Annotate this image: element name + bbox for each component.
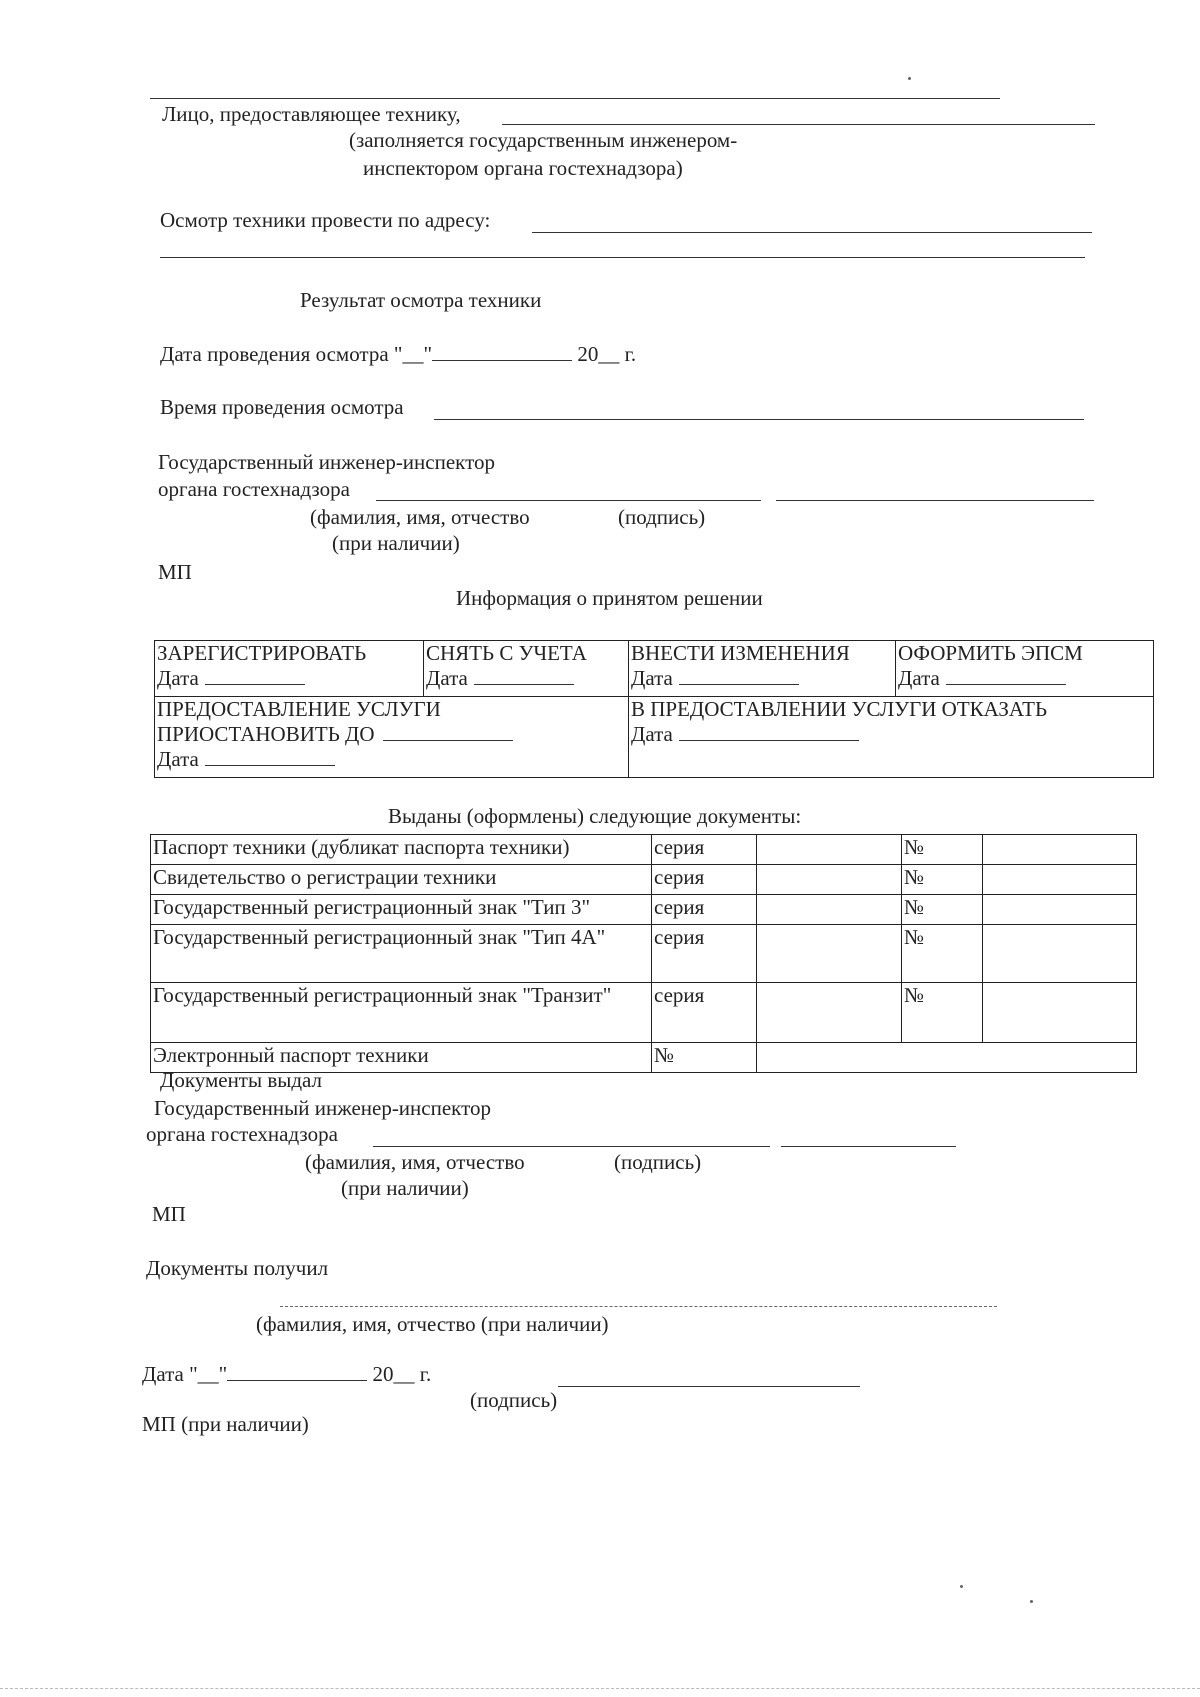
issued-docs-table	[150, 834, 1137, 1073]
person-note-1: (заполняется государственным инженером-	[349, 128, 738, 152]
decision-suspend-date-field[interactable]	[205, 747, 335, 766]
address-label: Осмотр техники провести по адресу:	[160, 208, 491, 232]
issued-by-signature-field[interactable]	[781, 1146, 956, 1147]
decision-epsm-label: ОФОРМИТЬ ЭПСМ	[898, 641, 1083, 665]
person-note-2: инспектором органа гостехнадзора)	[363, 156, 683, 180]
issued-by-stamp-mp: МП	[152, 1202, 186, 1226]
issued-doc-series-label: серия	[652, 835, 757, 865]
decision-suspend-until-field[interactable]	[383, 722, 513, 741]
received-by-fio-field[interactable]	[280, 1306, 997, 1307]
scan-edge	[0, 1688, 1200, 1689]
decision-epsm-date-label: Дата	[898, 666, 940, 690]
issued-by-fio-caption-2: (при наличии)	[341, 1176, 469, 1200]
decision-deregister-date-label: Дата	[426, 666, 468, 690]
issued-by-line-2: органа гостехнадзора	[146, 1122, 338, 1146]
issued-doc-series-field[interactable]	[757, 983, 902, 1043]
issued-doc-name: Свидетельство о регистрации техники	[151, 865, 652, 895]
decision-amend-date-field[interactable]	[679, 666, 799, 685]
issued-doc-series-label: серия	[652, 925, 757, 983]
issued-doc-series-field[interactable]	[757, 895, 902, 925]
issued-by-line-1: Государственный инженер-инспектор	[154, 1096, 491, 1120]
address-field-1[interactable]	[532, 232, 1092, 233]
decision-epsm[interactable]	[896, 641, 1154, 697]
issued-doc-name: Электронный паспорт техники	[151, 1043, 652, 1073]
decision-amend-label: ВНЕСТИ ИЗМЕНЕНИЯ	[631, 641, 850, 665]
decision-suspend-label-1: ПРЕДОСТАВЛЕНИЕ УСЛУГИ	[157, 697, 441, 721]
received-by-fio-caption: (фамилия, имя, отчество (при наличии)	[256, 1312, 609, 1336]
decision-amend[interactable]	[629, 641, 896, 697]
received-by-date-year: 20__	[372, 1362, 415, 1386]
decision-deregister-date-field[interactable]	[474, 666, 574, 685]
decision-suspend-label-2: ПРИОСТАНОВИТЬ ДО	[157, 722, 375, 746]
issued-doc-number-label: №	[902, 835, 983, 865]
decision-deregister-label: СНЯТЬ С УЧЕТА	[426, 641, 587, 665]
issued-by-signature-caption: (подпись)	[614, 1150, 702, 1174]
inspector-signature-field[interactable]	[776, 500, 1094, 501]
received-by-date-month[interactable]	[227, 1362, 367, 1381]
inspector-stamp-mp: МП	[158, 560, 192, 584]
received-by-date-prefix: Дата "__"	[142, 1362, 228, 1386]
issued-doc-series-field[interactable]	[757, 925, 902, 983]
inspector-fio-caption-2: (при наличии)	[332, 531, 460, 555]
issued-doc-name: Паспорт техники (дубликат паспорта техники)	[151, 835, 652, 865]
received-by-signature-field[interactable]	[558, 1386, 860, 1387]
inspector-line-1: Государственный инженер-инспектор	[158, 450, 495, 474]
inspection-date-suffix: г.	[624, 342, 637, 366]
decision-amend-date-label: Дата	[631, 666, 673, 690]
decision-register-label: ЗАРЕГИСТРИРОВАТЬ	[157, 641, 367, 665]
issued-title: Выданы (оформлены) следующие документы:	[388, 804, 802, 828]
top-blank-line[interactable]	[150, 98, 1000, 99]
decision-refuse-label: В ПРЕДОСТАВЛЕНИИ УСЛУГИ ОТКАЗАТЬ	[631, 697, 1048, 721]
scan-speck	[1030, 1600, 1033, 1603]
issued-doc-series-field[interactable]	[757, 865, 902, 895]
issued-doc-series-field[interactable]	[757, 835, 902, 865]
issued-doc-number-field[interactable]	[983, 865, 1137, 895]
issued-doc-name: Государственный регистрационный знак "Тип 3"	[151, 895, 652, 925]
decision-deregister[interactable]	[424, 641, 629, 697]
issued-doc-number-field[interactable]	[757, 1043, 1137, 1073]
issued-doc-series-label: серия	[652, 983, 757, 1043]
received-by-date-label	[142, 1362, 431, 1387]
decision-register[interactable]	[155, 641, 424, 697]
issued-doc-name: Государственный регистрационный знак "Транзит"	[151, 983, 652, 1043]
inspector-fio-caption: (фамилия, имя, отчество	[310, 505, 530, 529]
scan-speck	[960, 1585, 963, 1588]
person-label: Лицо, предоставляющее технику,	[162, 102, 461, 126]
issued-doc-name: Государственный регистрационный знак "Тип 4А"	[151, 925, 652, 983]
issued-doc-number-label: №	[902, 895, 983, 925]
received-by-signature-caption: (подпись)	[470, 1388, 558, 1412]
result-title: Результат осмотра техники	[300, 288, 542, 312]
decision-suspend[interactable]	[155, 697, 629, 778]
inspector-fio-field[interactable]	[376, 500, 761, 501]
issued-by-fio-caption: (фамилия, имя, отчество	[305, 1150, 525, 1174]
issued-doc-number-label: №	[902, 865, 983, 895]
decision-epsm-date-field[interactable]	[946, 666, 1066, 685]
inspector-signature-caption: (подпись)	[618, 505, 706, 529]
decision-title: Информация о принятом решении	[456, 586, 763, 610]
decision-table	[154, 640, 1154, 778]
decision-register-date-label: Дата	[157, 666, 199, 690]
decision-refuse[interactable]	[629, 697, 1154, 778]
issued-doc-number-field[interactable]	[983, 925, 1137, 983]
received-by-title: Документы получил	[146, 1256, 329, 1280]
decision-refuse-date-field[interactable]	[679, 722, 859, 741]
inspection-date-label	[160, 342, 636, 367]
address-field-2[interactable]	[160, 257, 1085, 258]
inspector-line-2: органа гостехнадзора	[158, 477, 350, 501]
issued-by-title: Документы выдал	[160, 1068, 323, 1092]
issued-doc-series-label: серия	[652, 895, 757, 925]
issued-doc-number-label: №	[652, 1043, 757, 1073]
scan-speck	[908, 77, 911, 80]
person-field[interactable]	[502, 124, 1095, 125]
issued-doc-number-field[interactable]	[983, 895, 1137, 925]
decision-register-date-field[interactable]	[205, 666, 305, 685]
issued-doc-number-field[interactable]	[983, 983, 1137, 1043]
inspection-date-prefix: Дата проведения осмотра "__"	[160, 342, 433, 366]
decision-refuse-date-label: Дата	[631, 722, 673, 746]
issued-doc-number-field[interactable]	[983, 835, 1137, 865]
issued-by-fio-field[interactable]	[373, 1146, 770, 1147]
received-by-date-suffix: г.	[419, 1362, 432, 1386]
decision-suspend-date-label: Дата	[157, 747, 199, 771]
issued-doc-series-label: серия	[652, 865, 757, 895]
issued-doc-number-label: №	[902, 925, 983, 983]
inspection-date-year: 20__	[577, 342, 620, 366]
inspection-date-month[interactable]	[432, 342, 572, 361]
issued-doc-number-label: №	[902, 983, 983, 1043]
inspection-time-label: Время проведения осмотра	[160, 395, 404, 419]
inspection-time-field[interactable]	[434, 419, 1084, 420]
received-by-stamp-mp: МП (при наличии)	[142, 1412, 309, 1436]
